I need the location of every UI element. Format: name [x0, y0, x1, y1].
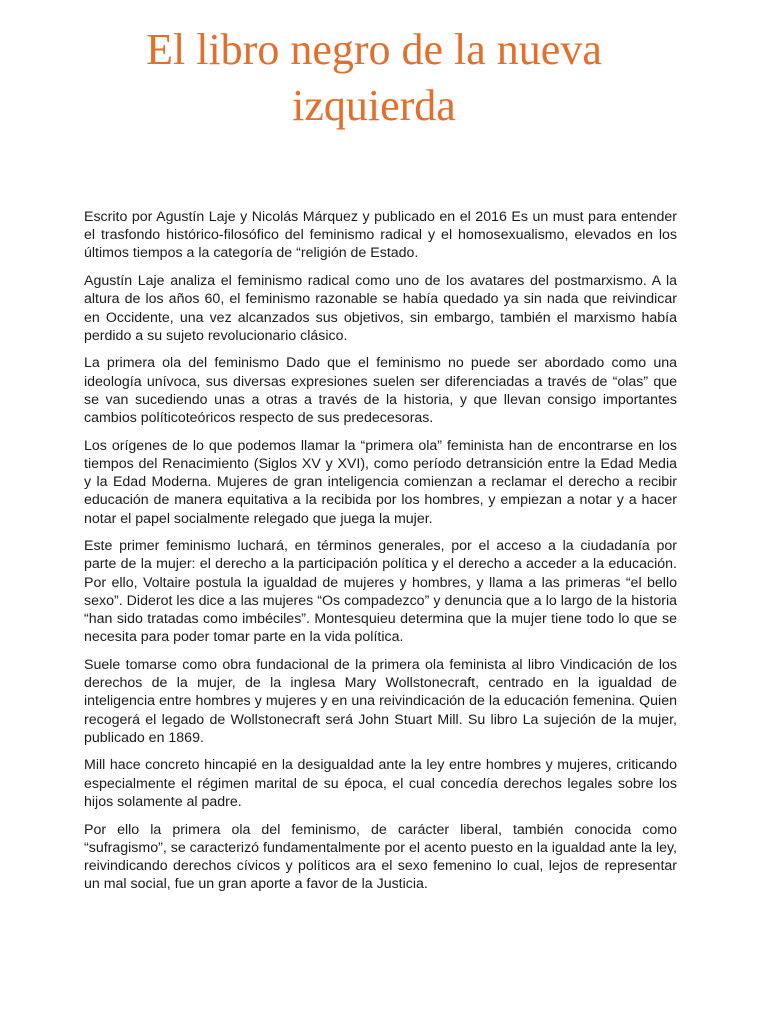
paragraph: Este primer feminismo luchará, en términos generales, por el acceso a la ciudadanía por parte de la mujer: el derecho a la participación política y el derecho a acceder a la educación. Por ello, Voltaire postula la igualdad de mujeres y hombres, y llama a las primeras “el bello sexo”. Diderot les dice a las mujeres “Os compadezco” y denuncia que a lo largo de la historia “han sido tratadas como imbéciles”. Montesquieu determina que la mujer tiene todo lo que se necesita para poder tomar parte en la vida política.: [84, 538, 677, 646]
title-line-1: El libro negro de la nueva: [146, 25, 602, 74]
paragraph: Agustín Laje analiza el feminismo radical como uno de los avatares del postmarxismo. A la altura de los años 60, el feminismo razonable se había quedado ya sin nada que reivindicar en Occidente, una vez alcanzados sus objetivos, sin embargo, también el marxismo había perdido a su sujeto revolucionario clásico.: [84, 273, 677, 344]
article-body: [84, 208, 677, 903]
paragraph: Por ello la primera ola del feminismo, de carácter liberal, también conocida como “sufragismo”, se caracterizó fundamentalmente por el acento puesto en la igualdad ante la ley, reivindicando derechos cívicos y políticos ara el sexo femenino lo cual, lejos de representar un mal social, fue un gran aporte a favor de la Justicia.: [84, 821, 677, 893]
page-title: [60, 22, 688, 134]
paragraph: La primera ola del feminismo Dado que el feminismo no puede ser abordado como una ideología unívoca, sus diversas expresiones suelen ser diferenciadas a través de “olas” que se van sucediendo unas a otras a través de la historia, y que llevan consigo importantes cambios políticoteóricos respecto de sus predecesoras.: [84, 355, 677, 427]
paragraph: Escrito por Agustín Laje y Nicolás Márquez y publicado en el 2016 Es un must para entender el trasfondo histórico-filosófico del feminismo radical y el homosexualismo, elevados en los últimos tiempos a la categoría de “religión de Estado.: [84, 209, 677, 262]
paragraph: Suele tomarse como obra fundacional de la primera ola feminista al libro Vindicación de los derechos de la mujer, de la inglesa Mary Wollstonecraft, centrado en la igualdad de inteligencia entre hombres y mujeres y en una reivindicación de la educación femenina. Quien recogerá el legado de Wollstonecraft será John Stuart Mill. Su libro La sujeción de la mujer, publicado en 1869.: [84, 656, 677, 746]
paragraph: Los orígenes de lo que podemos llamar la “primera ola” feminista han de encontrarse en los tiempos del Renacimiento (Siglos XV y XVI), como período detransición entre la Edad Media y la Edad Moderna. Mujeres de gran inteligencia comienzan a reclamar el derecho a recibir educación de manera equitativa a la recibida por los hombres, y empiezan a notar y a hacer notar el papel socialmente relegado que juega la mujer.: [84, 437, 677, 527]
title-line-2: izquierda: [292, 81, 456, 130]
paragraph: Mill hace concreto hincapié en la desigualdad ante la ley entre hombres y mujeres, criticando especialmente el régimen marital de su época, el cual concedía derechos legales sobre los hijos solamente al padre.: [84, 757, 677, 810]
